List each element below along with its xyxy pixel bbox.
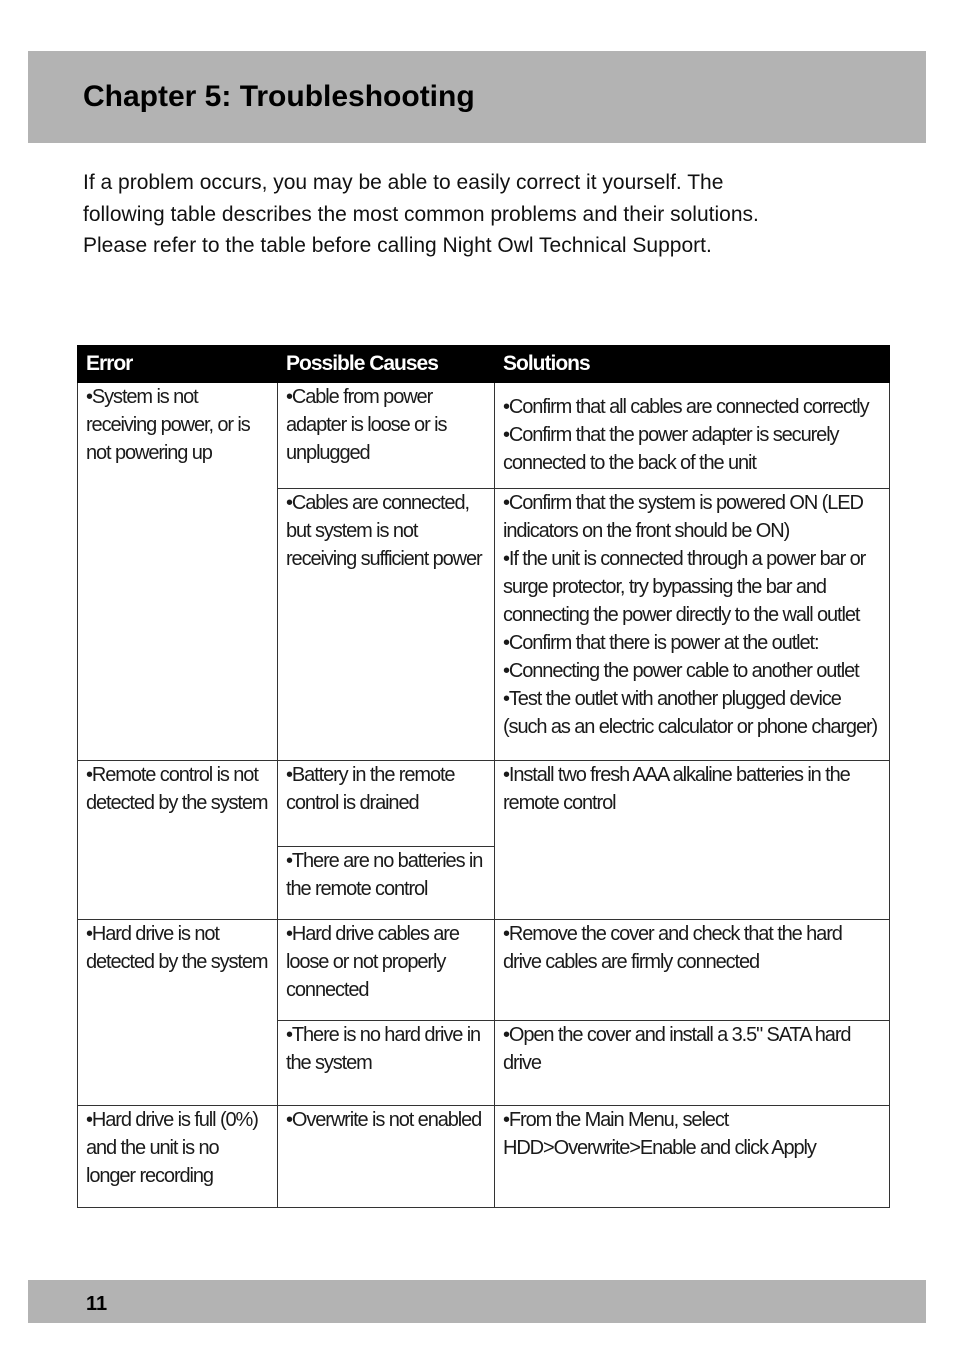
cause-cell <box>278 489 495 761</box>
cause-text: •There are no batteries in the remote control <box>286 850 483 900</box>
cause-cell <box>278 920 495 1021</box>
cause-cell <box>278 1106 495 1208</box>
table-header-row <box>78 346 890 383</box>
cause-cell <box>278 383 495 489</box>
error-text: •Hard drive is not detected by the system <box>86 923 268 973</box>
cause-text: •There is no hard drive in the system <box>286 1024 481 1074</box>
intro-line: If a problem occurs, you may be able to easily correct it yourself. The <box>83 171 724 194</box>
header-possible-causes: Possible Causes <box>278 346 495 383</box>
page-number: 11 <box>86 1293 108 1315</box>
solution-cell <box>495 383 890 489</box>
intro-line: following table describes the most common problems and their solutions. <box>83 202 759 226</box>
cause-text: •Cables are connected, but system is not receiving sufficient power <box>286 492 482 570</box>
table-row <box>78 383 890 489</box>
solution-text: •Install two fresh AAA alkaline batteries in the remote control <box>503 764 850 814</box>
table-row <box>78 761 890 847</box>
troubleshooting-table <box>77 345 890 1208</box>
cause-cell <box>278 847 495 920</box>
error-cell <box>78 383 278 761</box>
error-cell <box>78 761 278 920</box>
error-text: •Remote control is not detected by the system <box>86 764 268 814</box>
error-text: •System is not receiving power, or is not powering up <box>86 386 250 464</box>
header-solutions: Solutions <box>495 346 890 383</box>
solution-cell <box>495 1106 890 1208</box>
solution-text: •Open the cover and install a 3.5" SATA hard drive <box>503 1024 851 1074</box>
chapter-header-band <box>28 51 926 143</box>
cause-text: •Overwrite is not enabled <box>286 1109 482 1131</box>
intro-paragraph <box>83 167 883 262</box>
header-error: Error <box>78 346 278 383</box>
cause-text: •Cable from power adapter is loose or is unplugged <box>286 386 447 464</box>
solution-text: •From the Main Menu, select HDD>Overwrite>Enable and click Apply <box>503 1109 816 1159</box>
chapter-title: Chapter 5: Troubleshooting <box>83 80 475 113</box>
solution-text: •Remove the cover and check that the hard drive cables are firmly connected <box>503 923 842 973</box>
table-row <box>78 1106 890 1208</box>
cause-text: •Hard drive cables are loose or not properly connected <box>286 923 459 1001</box>
cause-text: •Battery in the remote control is drained <box>286 764 455 814</box>
solution-cell <box>495 761 890 920</box>
solution-cell <box>495 920 890 1021</box>
cause-cell <box>278 1021 495 1106</box>
solution-text: •Confirm that the system is powered ON (LED indicators on the front should be ON) •If the unit is connected through a power bar or surge protector, try bypassing the bar and connecting the power directly to the wall outlet •Confirm that there is power at the outlet: •Connecting the power cable to another outlet •Test the outlet with another plugged device (such as an electric calculator or phone charger) <box>503 492 878 738</box>
footer-band <box>28 1280 926 1323</box>
error-cell <box>78 920 278 1106</box>
cause-cell <box>278 761 495 847</box>
error-text: •Hard drive is full (0%) and the unit is no longer recording <box>86 1109 258 1187</box>
intro-line: Please refer to the table before calling Night Owl Technical Support. <box>83 234 712 257</box>
table-row <box>78 920 890 1021</box>
error-cell <box>78 1106 278 1208</box>
solution-cell <box>495 489 890 761</box>
solution-text: •Confirm that all cables are connected correctly •Confirm that the power adapter is securely connected to the back of the unit <box>503 396 869 474</box>
solution-cell <box>495 1021 890 1106</box>
